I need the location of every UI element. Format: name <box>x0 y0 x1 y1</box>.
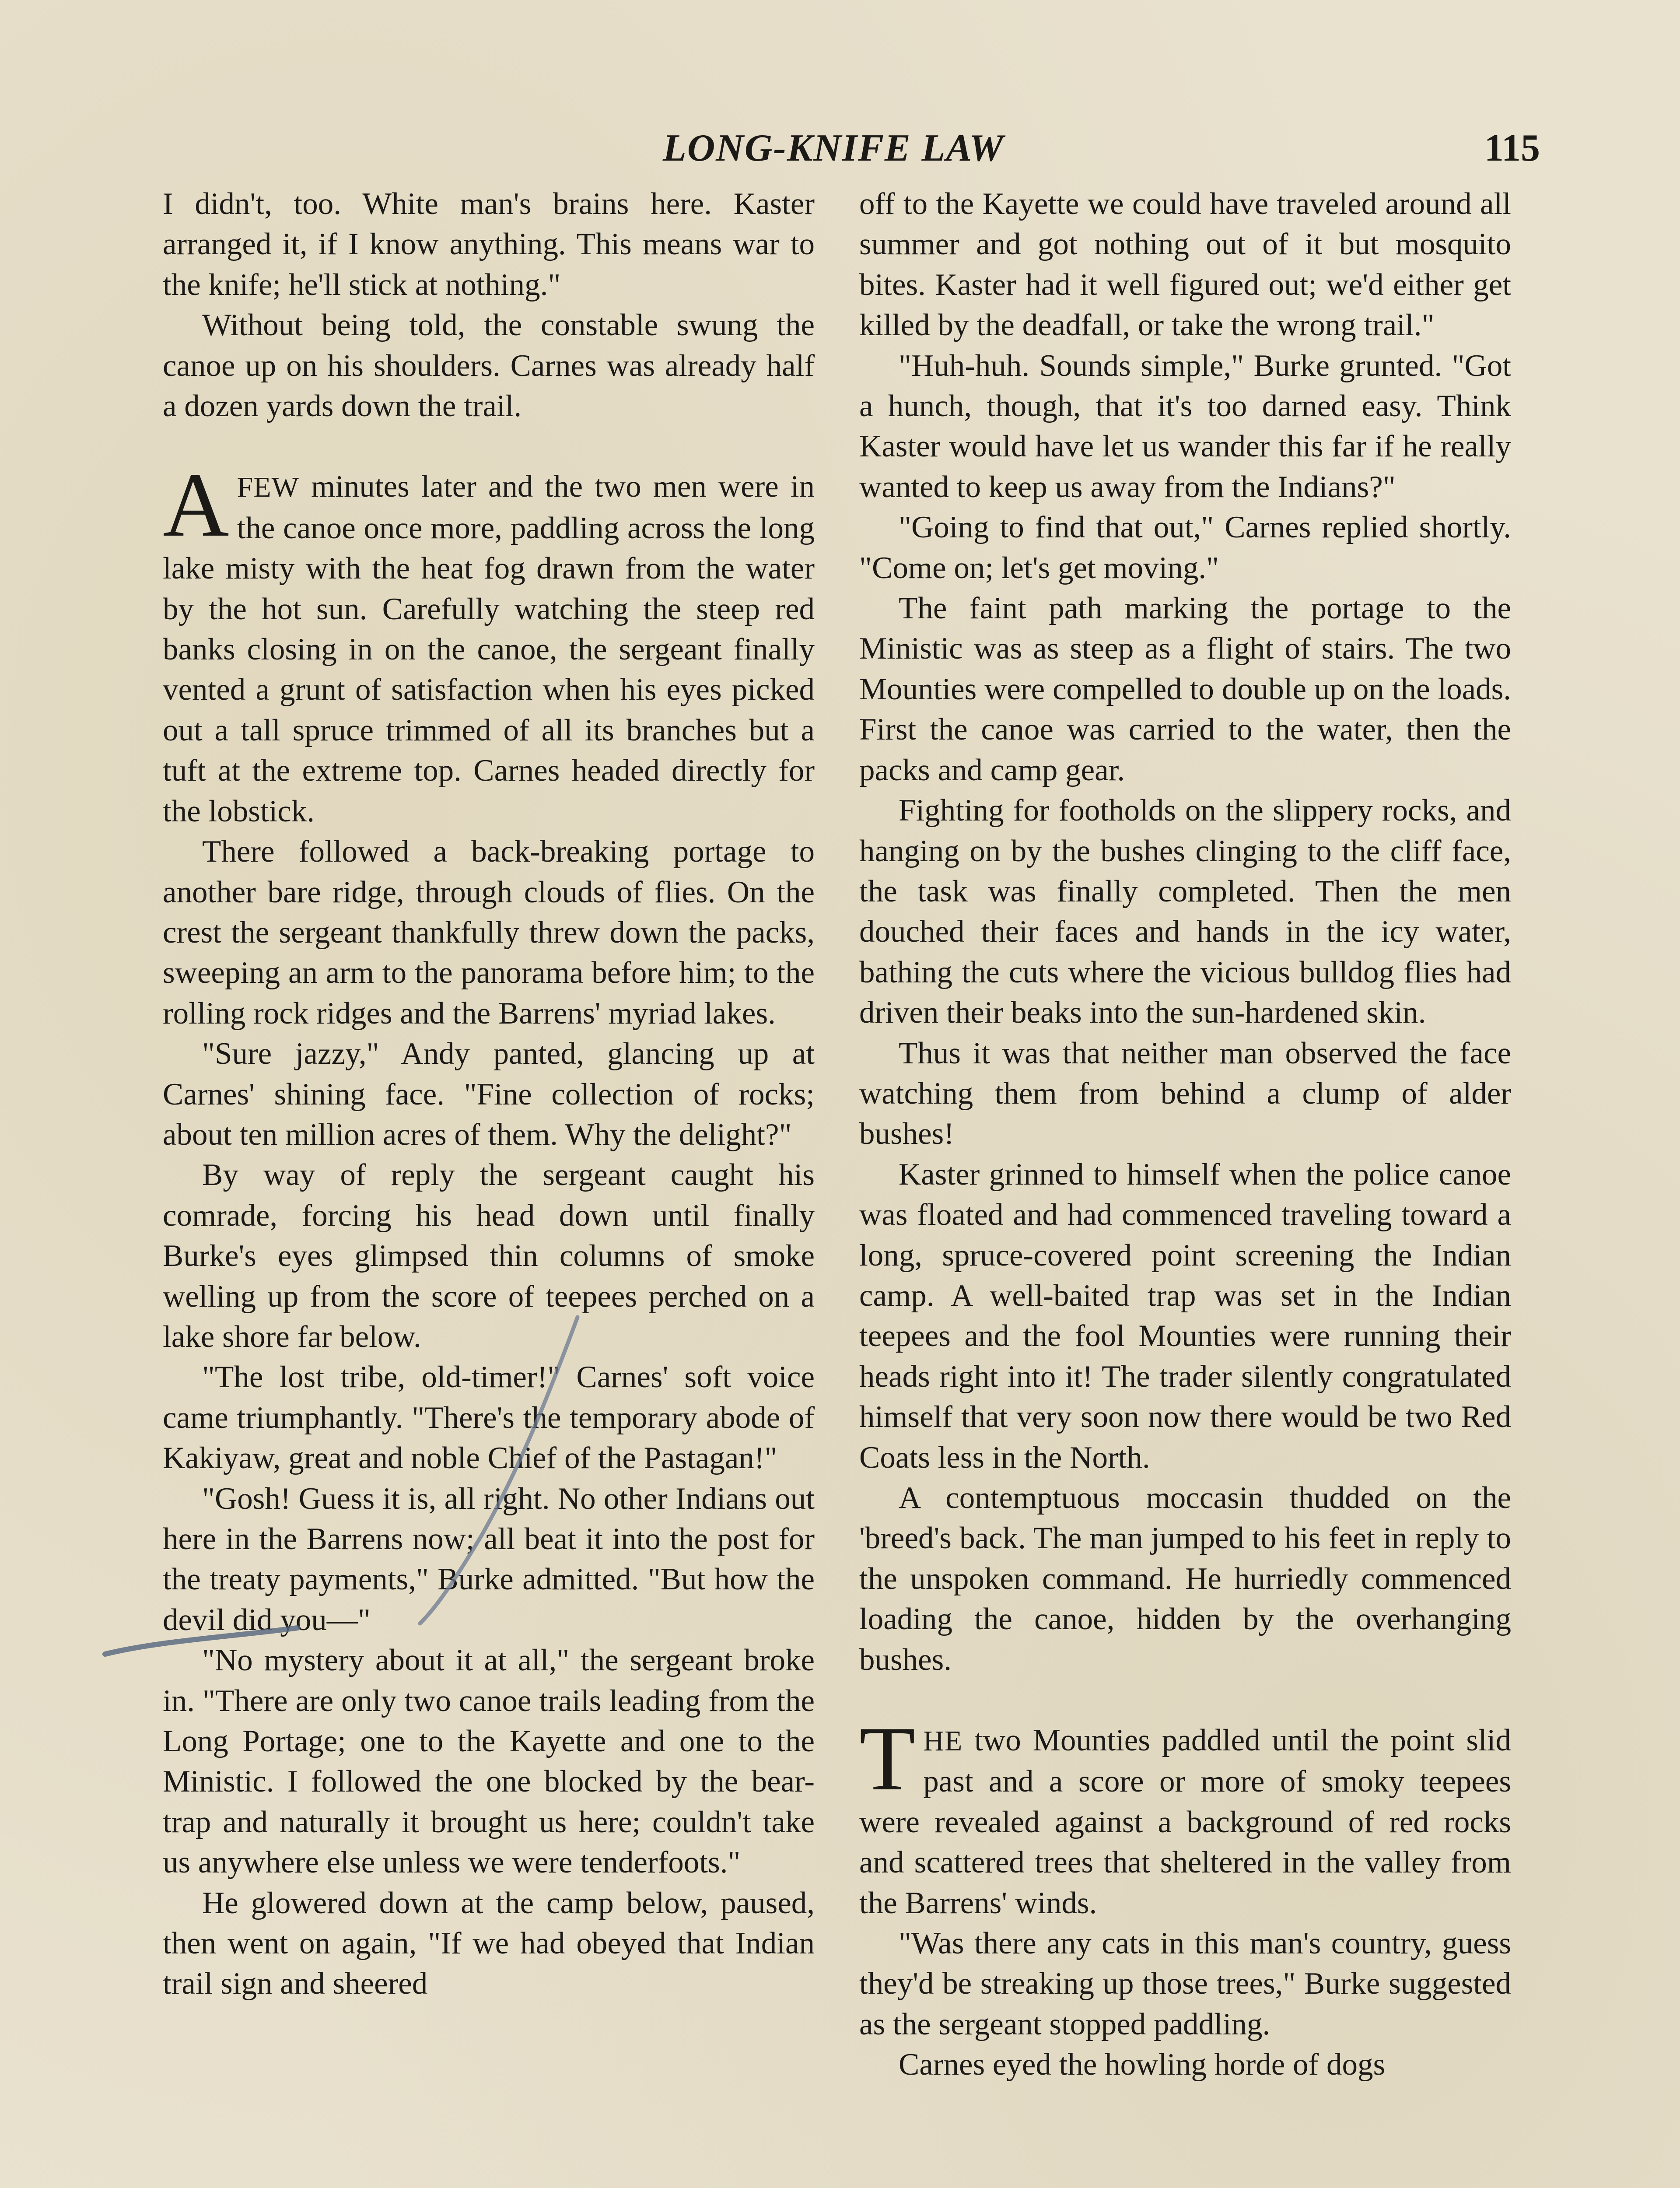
paragraph: "No mystery about it at all," the sergeant broke in. "There are only two canoe trails leading from the Long Portage; one to the Kayette and one to the Ministic. I followed the one blocked by the bear-trap and naturally it brought us here; couldn't take us anywhere else unless we were tenderfoots." <box>163 1643 815 1880</box>
paragraph: The faint path marking the portage to the Ministic was as steep as a flight of stairs. The two Mounties were compelled to double up on the loads. First the canoe was carried to the water, then the packs and camp gear. <box>859 591 1511 787</box>
paragraph: Without being told, the constable swung the canoe up on his shoulders. Carnes was already half a dozen yards down the trail. <box>163 308 815 424</box>
paragraph: "The lost tribe, old-timer!" Carnes' soft voice came triumphantly. "There's the temporary abode of Kakiyaw, great and noble Chief of the Pastagan!" <box>163 1360 815 1476</box>
paragraph: There followed a back-breaking portage to another bare ridge, through clouds of flies. On the crest the sergeant thankfully threw down the packs, sweeping an arm to the panorama before him; to the rolling rock ridges and the Barrens' myriad lakes. <box>163 835 815 1031</box>
paragraph: He glowered down at the camp below, paused, then went on again, "If we had obeyed that Indian trail sign and sheered <box>163 1886 815 2001</box>
paragraph: "Huh-huh. Sounds simple," Burke grunted. "Got a hunch, though, that it's too darned easy. Think Kaster would have let us wander this far if he really wanted to keep us away from the Indians?" <box>859 348 1511 504</box>
small-caps-lead: FEW <box>237 471 299 504</box>
paragraph: "Was there any cats in this man's country, guess they'd be streaking up those trees," Burke suggested as the sergeant stopped paddling. <box>859 1926 1511 2041</box>
running-title: LONG-KNIFE LAW <box>663 127 1004 169</box>
right-column <box>859 184 1511 2085</box>
drop-cap: A <box>163 454 229 556</box>
paragraph: Thus it was that neither man observed the face watching them from behind a clump of alder bushes! <box>859 1036 1511 1151</box>
section-opening-paragraph <box>859 1708 1511 1923</box>
left-column <box>163 184 815 2004</box>
section-opening-paragraph <box>163 454 815 831</box>
paragraph: "Going to find that out," Carnes replied shortly. "Come on; let's get moving." <box>859 510 1511 585</box>
paragraph: "Gosh! Guess it is, all right. No other Indians out here in the Barrens now; all beat it into the post for the treaty payments," Burke admitted. "But how the devil did you—" <box>163 1481 815 1637</box>
paragraph: I didn't, too. White man's brains here. Kaster arranged it, if I know anything. This means war to the knife; he'll stick at nothing." <box>163 187 815 302</box>
page-header <box>166 126 1540 192</box>
small-caps-lead: HE <box>923 1725 963 1757</box>
page-number: 115 <box>1484 127 1540 169</box>
paragraph-text: minutes later and the two men were in the canoe once more, paddling across the long lake misty with the heat fog drawn from the water by the hot sun. Carefully watching the steep red banks closing in on the canoe, the sergeant finally vented a grunt of satisfaction when his eyes picked out a tall spruce trimmed of all its branches but a tuft at the extreme top. Carnes headed directly for the lobstick. <box>163 470 815 828</box>
paragraph-text: two Mounties paddled until the point slid past and a score or more of smoky teepees were revealed against a background of red rocks and scattered trees that sheltered in the valley from the Barrens' winds. <box>859 1723 1511 1920</box>
paragraph: Fighting for footholds on the slippery rocks, and hanging on by the bushes clinging to the cliff face, the task was finally completed. Then the men douched their faces and hands in the icy water, bathing the cuts where the vicious bulldog flies had driven their beaks into the sun-hardened skin. <box>859 793 1511 1030</box>
paragraph: A contemptuous moccasin thudded on the 'breed's back. The man jumped to his feet in reply to the unspoken command. He hurriedly commenced loading the canoe, hidden by the overhanging bushes. <box>859 1481 1511 1677</box>
paragraph: By way of reply the sergeant caught his comrade, forcing his head down until finally Burke's eyes glimpsed thin columns of smoke welling up from the score of teepees perched on a lake shore far below. <box>163 1158 815 1354</box>
paragraph: Kaster grinned to himself when the police canoe was floated and had commenced traveling toward a long, spruce-covered point screening the Indian camp. A well-baited trap was set in the Indian teepees and the fool Mounties were running their heads right into it! The trader silently congratulated himself that very soon now there would be two Red Coats less in the North. <box>859 1157 1511 1475</box>
paragraph: off to the Kayette we could have traveled around all summer and got nothing out of it but mosquito bites. Kaster had it well figured out; we'd either get killed by the deadfall, or take the wrong trail." <box>859 187 1511 343</box>
paragraph: "Sure jazzy," Andy panted, glancing up at Carnes' shining face. "Fine collection of rocks; about ten million acres of them. Why the delight?" <box>163 1037 815 1152</box>
drop-cap: T <box>859 1708 916 1810</box>
paragraph: Carnes eyed the howling horde of dogs <box>899 2048 1386 2082</box>
